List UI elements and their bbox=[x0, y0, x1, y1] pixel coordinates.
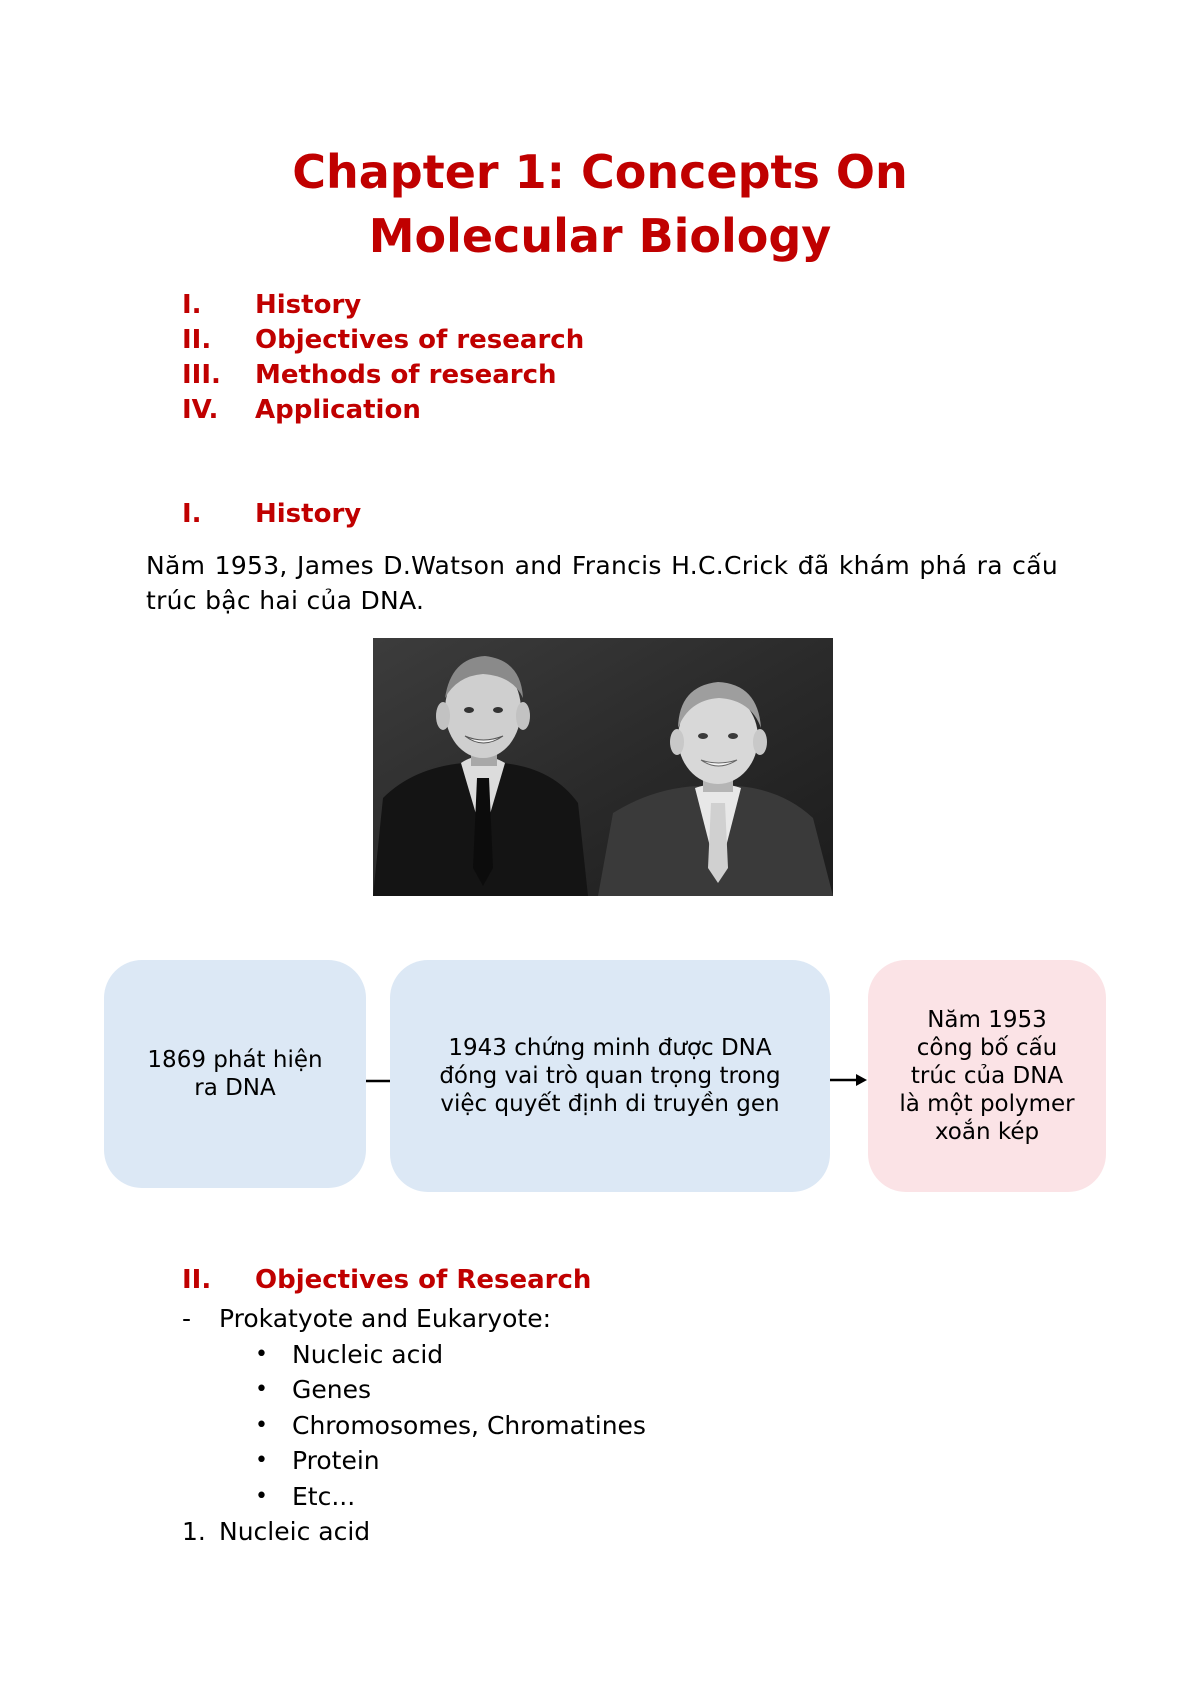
list-item bbox=[255, 1372, 646, 1408]
timeline-box-1869 bbox=[104, 960, 366, 1188]
history-paragraph: Năm 1953, James D.Watson and Francis H.C.Crick đã khám phá ra cấu trúc bậc hai của DNA. bbox=[146, 551, 1058, 615]
list-item-text: Prokatyote and Eukaryote: bbox=[219, 1304, 551, 1333]
bullet-list bbox=[182, 1337, 646, 1515]
numbered-marker: 1. bbox=[182, 1517, 206, 1546]
list-item bbox=[255, 1479, 646, 1515]
bullet-icon: • bbox=[255, 1341, 268, 1367]
timeline-box-1953 bbox=[868, 960, 1106, 1192]
watson-crick-photo bbox=[373, 638, 833, 896]
timeline-arrow-icon bbox=[830, 1072, 868, 1088]
numbered-item-text: Nucleic acid bbox=[219, 1517, 371, 1546]
list-item bbox=[255, 1337, 646, 1373]
list-item-text: Nucleic acid bbox=[292, 1339, 444, 1369]
list-item bbox=[182, 1301, 646, 1337]
objectives-list bbox=[182, 1301, 646, 1550]
bullet-icon: • bbox=[255, 1483, 268, 1509]
timeline-text: Năm 1953 công bố cấu trúc của DNA là một polymer xoắn kép bbox=[899, 1007, 1075, 1145]
numbered-item bbox=[182, 1514, 646, 1550]
timeline-text: 1943 chứng minh được DNA đóng vai trò quan trọng trong việc quyết định di truyền gen bbox=[439, 1035, 781, 1117]
chapter-title bbox=[0, 140, 1200, 268]
timeline-text: 1869 phát hiện ra DNA bbox=[147, 1047, 323, 1101]
toc-number: II. bbox=[182, 325, 212, 355]
toc-label: Objectives of research bbox=[255, 325, 585, 355]
section-objectives-heading bbox=[182, 1263, 591, 1298]
toc-item bbox=[182, 323, 584, 358]
toc-item bbox=[182, 288, 584, 323]
section-number: I. bbox=[182, 499, 202, 529]
toc-number: I. bbox=[182, 290, 202, 320]
dash-marker: - bbox=[182, 1304, 192, 1333]
bullet-icon: • bbox=[255, 1377, 268, 1402]
toc-item bbox=[182, 393, 584, 428]
toc-label: Application bbox=[255, 395, 421, 425]
list-item-text: Etc... bbox=[292, 1481, 356, 1511]
timeline-box-1943 bbox=[390, 960, 830, 1192]
timeline-connector bbox=[366, 1078, 390, 1084]
list-item bbox=[255, 1443, 646, 1479]
toc-label: Methods of research bbox=[255, 360, 557, 390]
chapter-title-line2: Molecular Biology bbox=[368, 209, 832, 263]
table-of-contents bbox=[182, 288, 584, 428]
list-item-text: Chromosomes, Chromatines bbox=[292, 1410, 646, 1440]
section-title: Objectives of Research bbox=[255, 1265, 592, 1295]
section-number: II. bbox=[182, 1265, 212, 1295]
toc-number: III. bbox=[182, 360, 221, 390]
bullet-icon: • bbox=[255, 1412, 268, 1438]
list-item bbox=[255, 1408, 646, 1444]
chapter-title-line1: Chapter 1: Concepts On bbox=[292, 145, 908, 199]
toc-number: IV. bbox=[182, 395, 219, 425]
toc-label: History bbox=[255, 290, 362, 320]
list-item-text: Genes bbox=[292, 1375, 372, 1404]
list-item-text: Protein bbox=[292, 1446, 380, 1475]
toc-item bbox=[182, 358, 584, 393]
bullet-icon: • bbox=[255, 1448, 268, 1473]
section-title: History bbox=[255, 499, 362, 529]
section-history-heading bbox=[182, 497, 361, 532]
photo-illustration bbox=[373, 638, 833, 896]
